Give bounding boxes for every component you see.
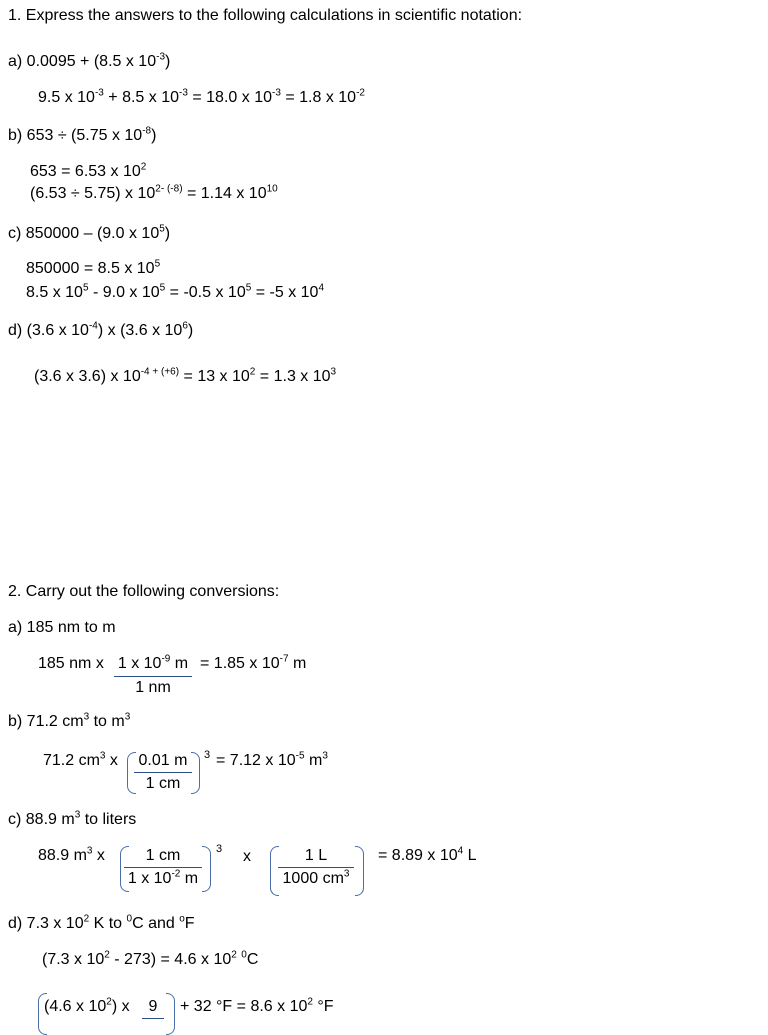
q2b-numerator: 0.01 m [138,752,188,769]
q2-heading: 2. Carry out the following conversions: [8,583,280,600]
q2c-fraction-bar-1 [124,867,202,868]
q2a-denominator: 1 nm [135,679,171,696]
q2b-denominator: 1 cm [145,775,181,792]
q2c-result: = 8.89 x $10^4$ L [378,845,477,864]
q2c-numerator-2: 1 L [304,847,328,864]
q2b-result: = 7.12 x $10^{-5}$ $m^3$ [216,750,328,769]
q2a-numerator: 1 x $10^{-9}$ m [117,653,189,672]
q1b-step1: 653 = 6.53 x $10^2$ [30,161,147,180]
q1a-solution: 9.5 x $10^{-3} + 8.5$ x $10^{-3} = 18.0$ x $10^{-3} = 1.8$ x $10^{-2}$ [38,87,365,106]
q1d-question: d) (3.6 x $10^{-4}$) x (3.6 x $10^6$) [8,320,194,339]
q2c-times: x [243,848,251,865]
q1c-question: c) 850000 – (9.0 x $10^5$) [8,223,171,242]
q2b-fraction-bar [134,772,192,773]
q2c-right-paren-2 [355,846,364,896]
q2d-step2-result: + 32 °F = 8.6 x $10^2$ °F [180,996,334,1015]
q2a-lead: 185 nm x [38,655,104,672]
q1b-question: b) 653 ÷ (5.75 x $10^{-8}$) [8,125,157,144]
q2c-denominator-1: 1 x $10^{-2}$ m [127,868,199,887]
q2a-fraction-bar [114,676,192,677]
q2d-question: d) 7.3 x $10^2$ K to $^0$C and $^o$F [8,913,195,932]
q2b-right-paren [191,752,200,794]
q2d-right-paren [166,993,175,1035]
q1c-step1: 850000 = 8.5 x $10^5$ [26,258,161,277]
q1a-question: a) 0.0095 + (8.5 x $10^{-3}$) [8,51,171,70]
q2d-numerator: 9 [148,998,158,1015]
q2c-lead: 88.9 $m^3$ x [38,845,105,864]
q2c-right-paren-1 [202,846,211,892]
q2b-exponent: 3 [204,749,211,761]
q2a-result: = 1.85 x $10^{-7}$ m [200,653,307,672]
q1b-step2: (6.53 ÷ 5.75) x $10^{2- (-8)} = 1.14$ x $10^{10}$ [30,183,278,202]
q2c-numerator-1: 1 cm [145,847,181,864]
q2c-question: c) 88.9 $m^3$ to liters [8,809,137,828]
q2d-fraction-bar [142,1018,164,1019]
q1-heading: 1. Express the answers to the following calculations in scientific notation: [8,7,523,24]
q2b-question: b) 71.2 $cm^3$ to $m^3$ [8,711,131,730]
q2d-step2-lead: (4.6 x $10^2$) x [44,996,130,1015]
q2c-fraction-bar-2 [278,867,354,868]
q2a-question: a) 185 nm to m [8,619,116,636]
q1c-step2: 8.5 x $10^5 - 9.0$ x $10^5 = -0.5$ x $10^5 = -5$ x $10^4$ [26,282,324,301]
q1d-solution: (3.6 x 3.6) x $10^{-4 + (+6)} = 13$ x $10^2 = 1.3$ x $10^3$ [34,366,337,385]
q2b-lead: 71.2 $cm^3$ x [43,750,118,769]
q2d-step1: (7.3 x $10^2 - 273) = 4.6$ x $10^2$ $^0$C [42,949,259,968]
q2c-exponent: 3 [216,843,223,855]
q2c-denominator-2: 1000 $cm^3$ [282,868,350,887]
